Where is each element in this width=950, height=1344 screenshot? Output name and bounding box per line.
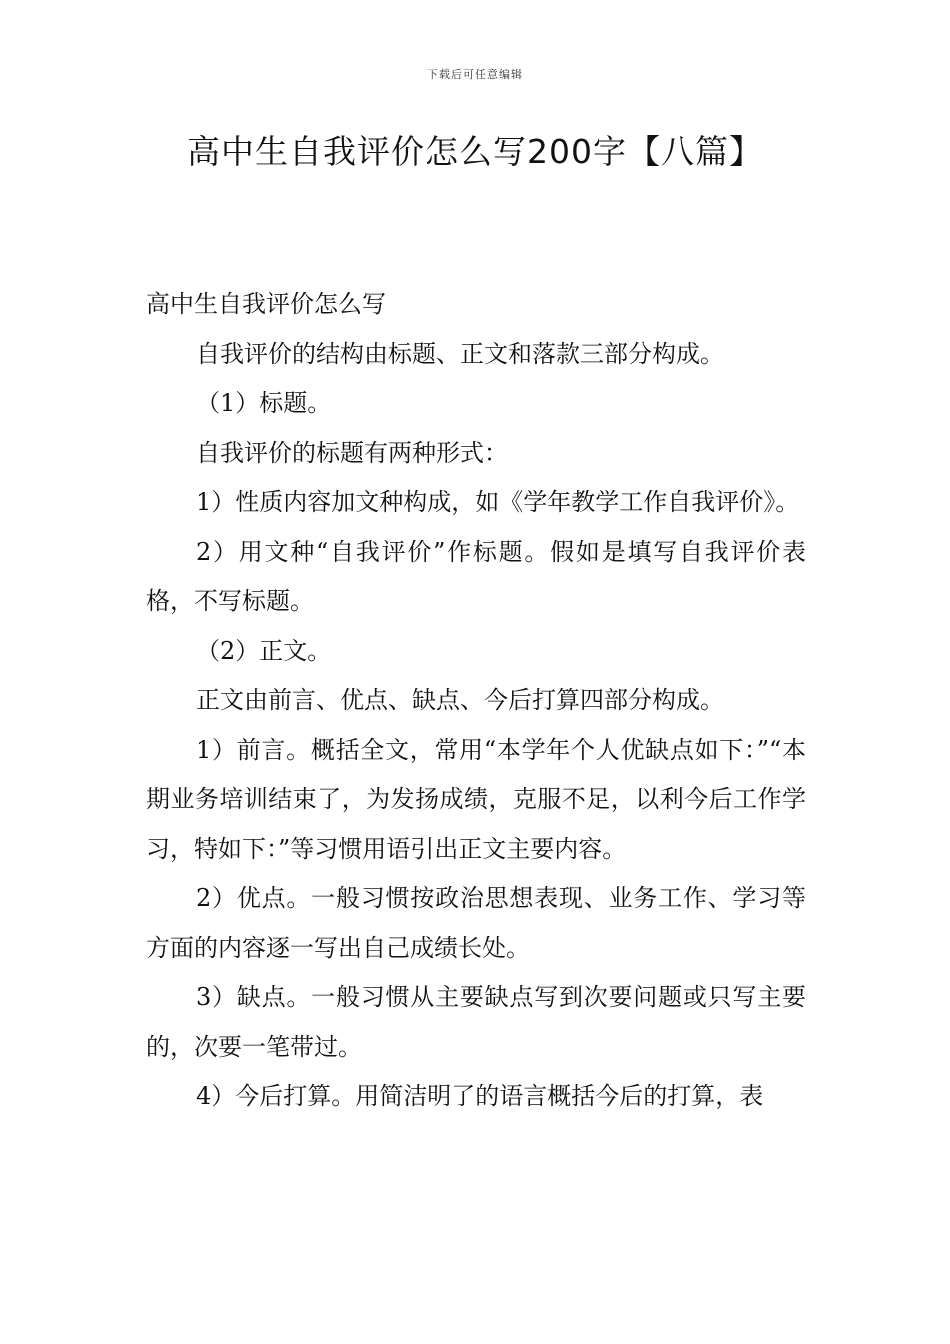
header-note: 下载后可任意编辑 <box>427 68 523 81</box>
paragraph: 自我评价的结构由标题、正文和落款三部分构成。 <box>196 339 724 368</box>
paragraph: 3）缺点。一般习惯从主要缺点写到次要问题或只写主要的，次要一笔带过。 <box>146 983 806 1061</box>
paragraph: 自我评价的标题有两种形式： <box>196 438 508 467</box>
subheading: （2）正文。 <box>196 636 332 665</box>
document-body <box>146 280 806 1122</box>
paragraph: 1）性质内容加文种构成，如《学年教学工作自我评价》。 <box>196 488 800 516</box>
paragraph: 2）优点。一般习惯按政治思想表现、业务工作、学习等方面的内容逐一写出自己成绩长处。 <box>146 884 806 962</box>
subheading: （1）标题。 <box>196 389 332 417</box>
paragraph: 1）前言。概括全文，常用“本学年个人优缺点如下：”“本期业务培训结束了，为发扬成绩，克服不足，以利今后工作学习，特如下：”等习惯用语引出正文主要内容。 <box>146 735 806 863</box>
document-title: 高中生自我评价怎么写200字【八篇】 <box>187 132 763 171</box>
paragraph: 正文由前言、优点、缺点、今后打算四部分构成。 <box>196 686 724 714</box>
paragraph: 2）用文种“自我评价”作标题。假如是填写自我评价表格，不写标题。 <box>146 537 806 615</box>
paragraph: 4）今后打算。用简洁明了的语言概括今后的打算，表 <box>196 1082 764 1110</box>
section-heading: 高中生自我评价怎么写 <box>146 290 386 318</box>
